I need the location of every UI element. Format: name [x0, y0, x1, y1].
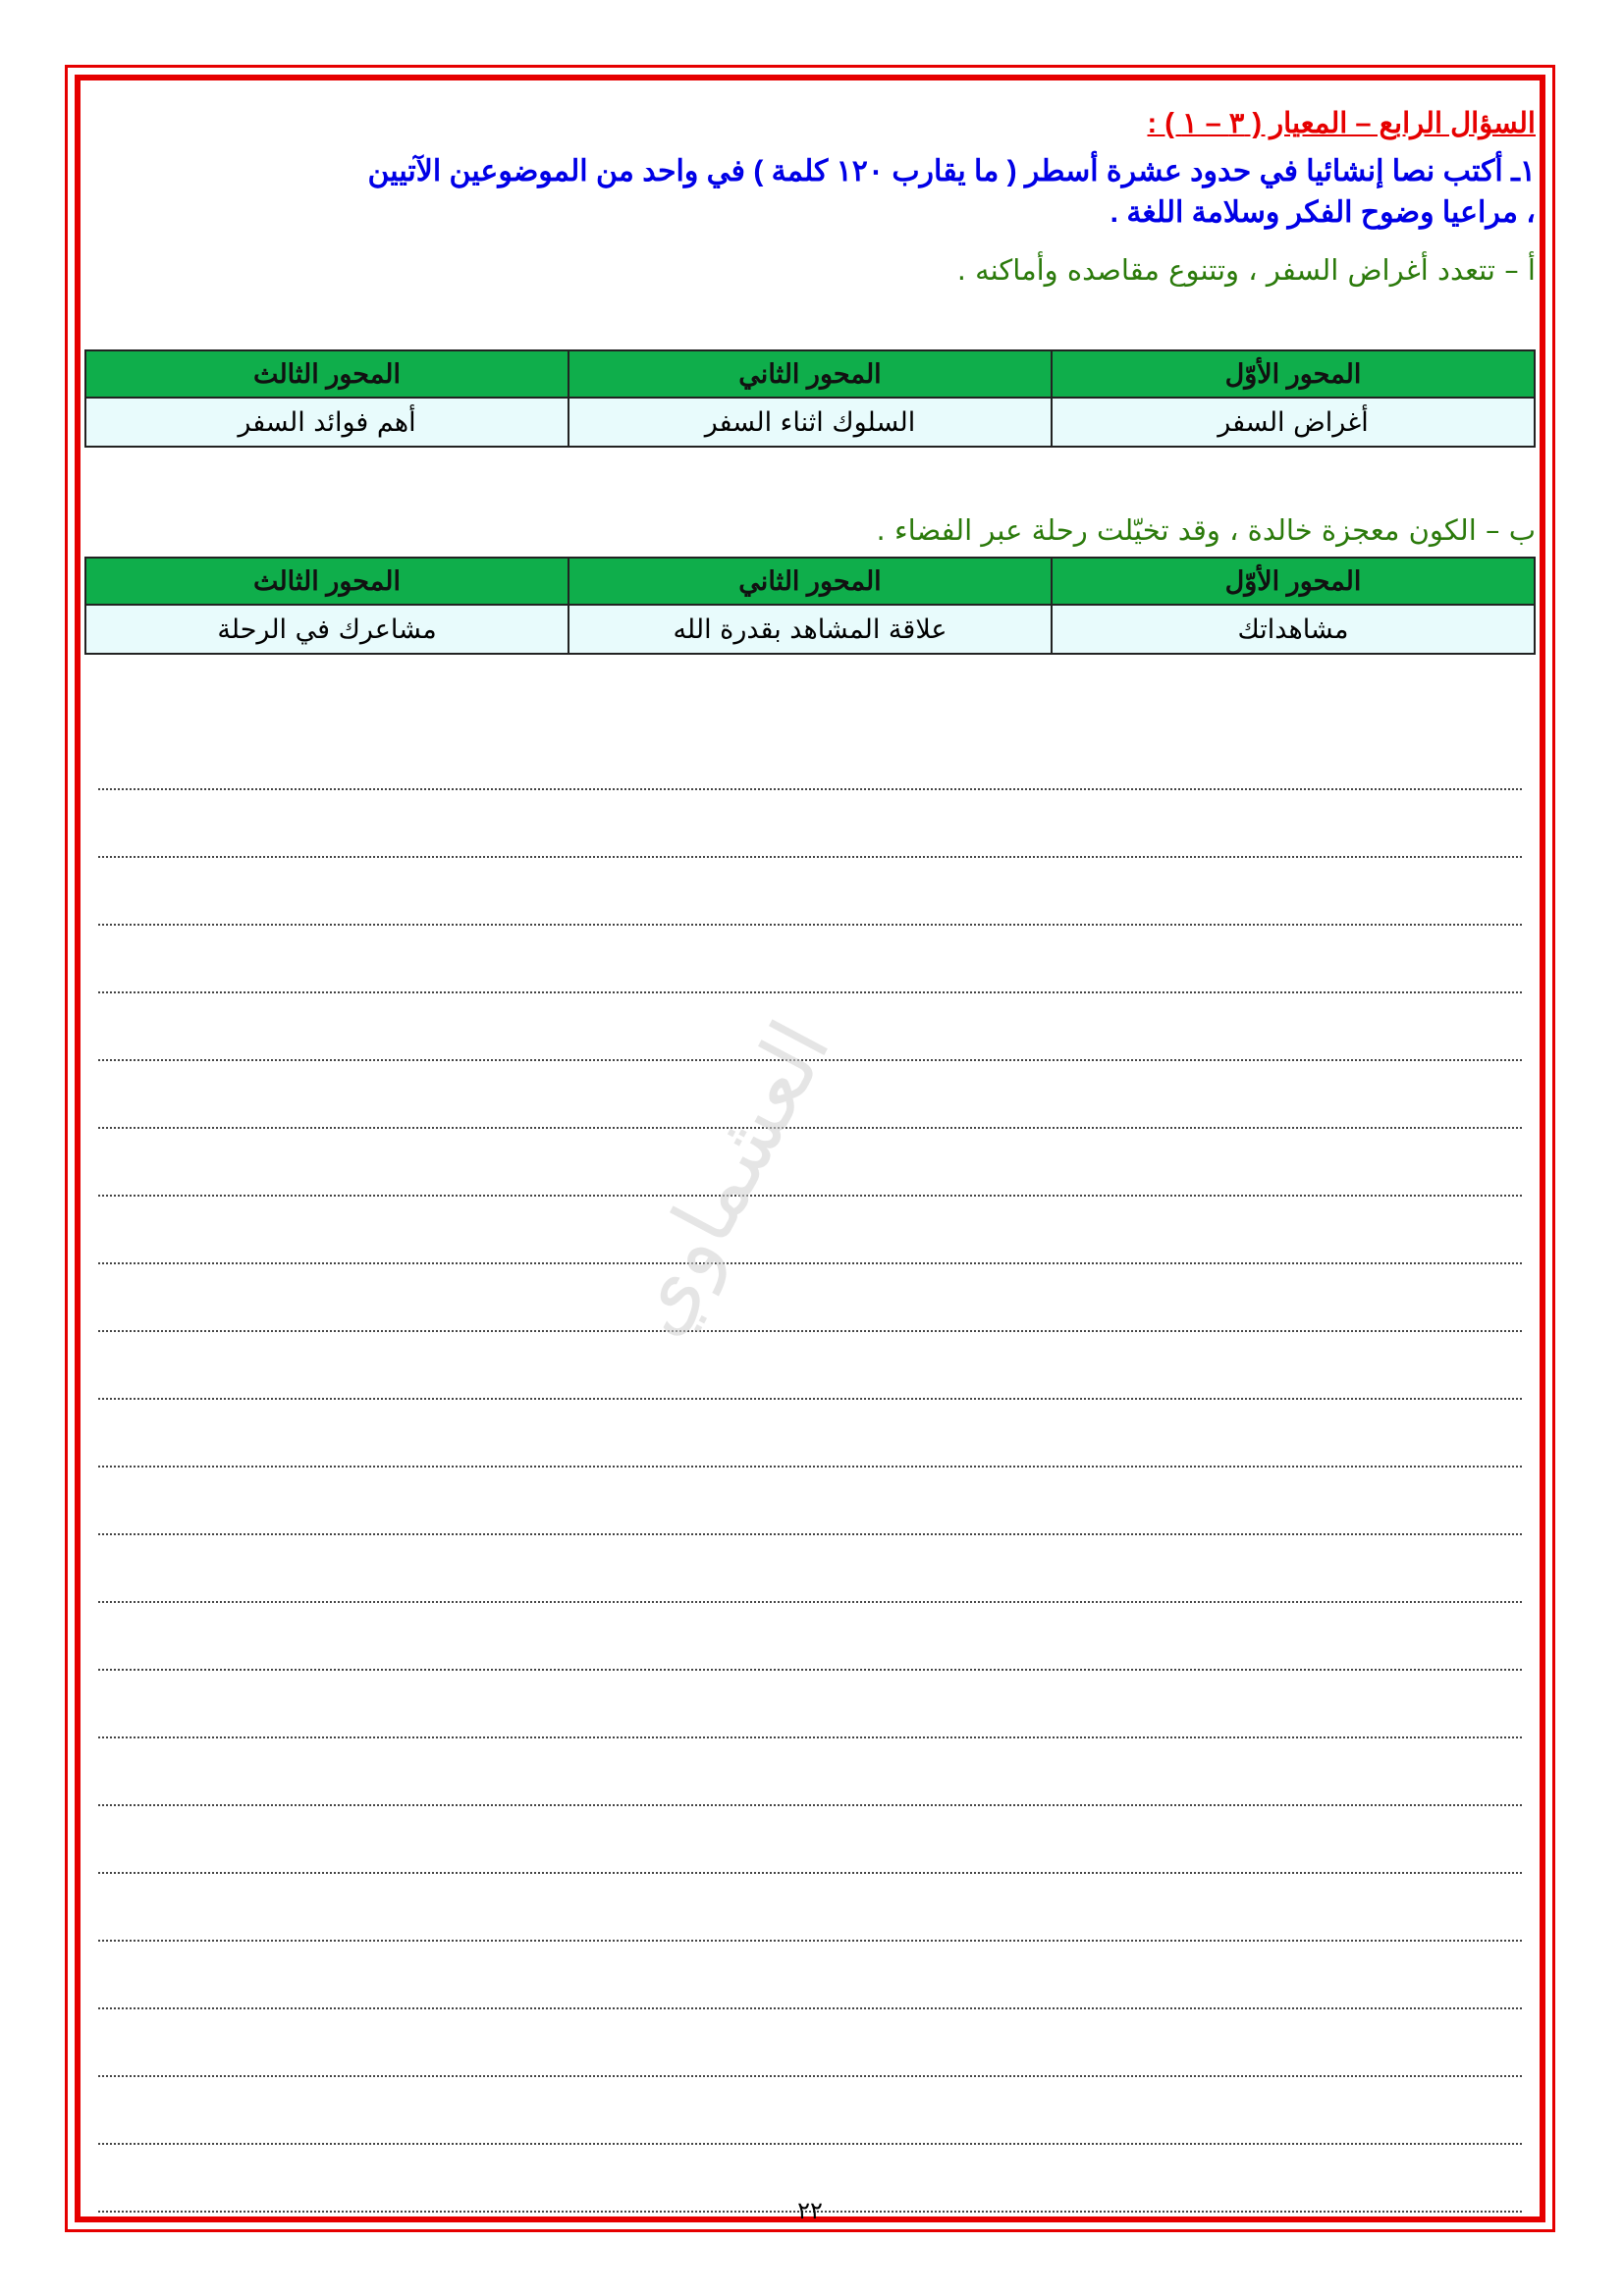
writing-line[interactable]	[98, 2009, 1522, 2077]
writing-line[interactable]	[98, 1671, 1522, 1738]
writing-line[interactable]	[98, 1603, 1522, 1671]
table-cell: أهم فوائد السفر	[85, 398, 568, 447]
table-header-row	[85, 558, 1535, 605]
table-header-cell: المحور الثاني	[568, 350, 1052, 398]
page-number: ٢٢	[797, 2197, 823, 2224]
table-row	[85, 605, 1535, 654]
table-cell: علاقة المشاهد بقدرة الله	[568, 605, 1052, 654]
table-cell: السلوك اثناء السفر	[568, 398, 1052, 447]
writing-line[interactable]	[98, 1061, 1522, 1129]
table-cell: مشاهداتك	[1052, 605, 1535, 654]
task-line-2: ، مراعيا وضوح الفكر وسلامة اللغة .	[1110, 196, 1536, 229]
writing-line[interactable]	[98, 1264, 1522, 1332]
writing-line[interactable]	[98, 1400, 1522, 1468]
table-row	[85, 398, 1535, 447]
writing-line[interactable]	[98, 1535, 1522, 1603]
writing-line[interactable]	[98, 926, 1522, 993]
writing-line[interactable]	[98, 1332, 1522, 1400]
table-cell: أغراض السفر	[1052, 398, 1535, 447]
writing-line[interactable]	[98, 993, 1522, 1061]
writing-lines[interactable]	[98, 722, 1522, 2213]
writing-line[interactable]	[98, 1874, 1522, 1942]
question-heading: السؤال الرابع – المعيار ( ٣ – ١ ) :	[1147, 108, 1536, 139]
task-instructions	[84, 151, 1536, 234]
watermark: العشماوي	[604, 1005, 849, 1351]
worksheet-page	[84, 84, 1536, 2224]
topic-b-axes-table	[84, 557, 1536, 655]
table-header-cell: المحور الثالث	[85, 350, 568, 398]
table-header-row	[85, 350, 1535, 398]
table-header-cell: المحور الأوّل	[1052, 350, 1535, 398]
writing-line[interactable]	[98, 1197, 1522, 1264]
table-header-cell: المحور الثاني	[568, 558, 1052, 605]
writing-line[interactable]	[98, 722, 1522, 790]
writing-line[interactable]	[98, 790, 1522, 858]
writing-line[interactable]	[98, 1738, 1522, 1806]
writing-line[interactable]	[98, 2077, 1522, 2145]
writing-line[interactable]	[98, 1468, 1522, 1535]
topic-a-title: أ – تتعدد أغراض السفر ، وتتنوع مقاصده وأماكنه .	[956, 253, 1536, 287]
table-header-cell: المحور الأوّل	[1052, 558, 1535, 605]
topic-b-title: ب – الكون معجزة خالدة ، وقد تخيّلت رحلة عبر الفضاء .	[876, 513, 1536, 547]
writing-line[interactable]	[98, 1942, 1522, 2009]
table-cell: مشاعرك في الرحلة	[85, 605, 568, 654]
writing-line[interactable]	[98, 1129, 1522, 1197]
table-header-cell: المحور الثالث	[85, 558, 568, 605]
writing-line[interactable]	[98, 858, 1522, 926]
topic-a-axes-table	[84, 349, 1536, 448]
writing-line[interactable]	[98, 1806, 1522, 1874]
task-line-1: ١ـ أكتب نصا إنشائيا في حدود عشرة أسطر ( ما يقارب ١٢٠ كلمة ) في واحد من الموضوعين الآتيين	[367, 155, 1536, 187]
